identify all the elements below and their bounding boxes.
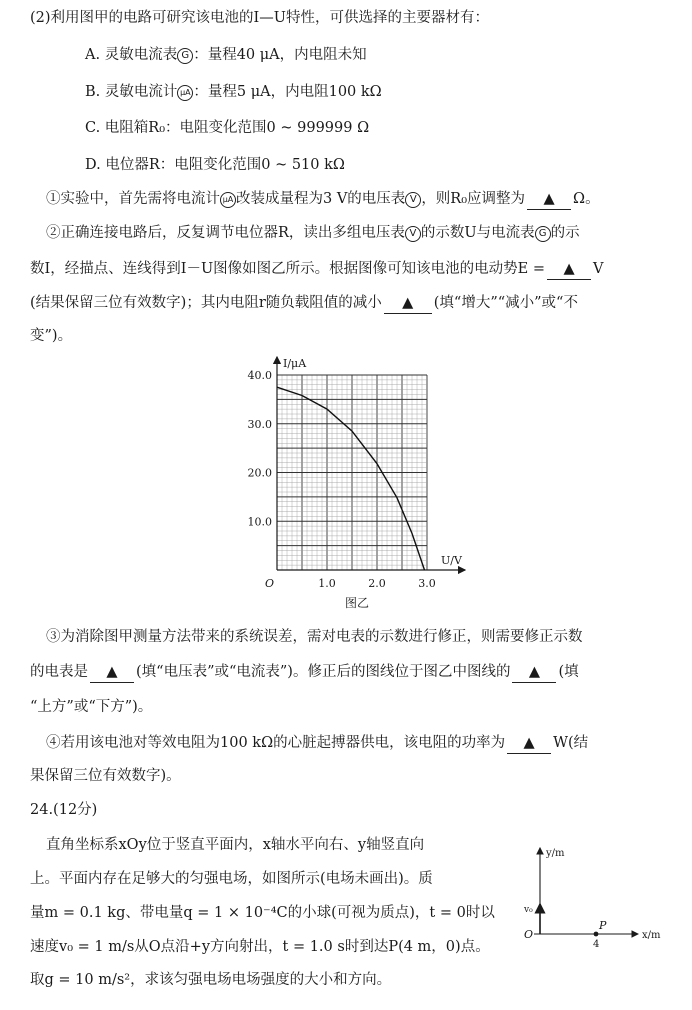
y-tick-label: 30.0 — [247, 417, 272, 431]
voltmeter-icon: V — [405, 226, 421, 242]
y-axis-label: y/m — [546, 848, 565, 859]
option-d: D. 电位器R：电阻变化范围0 ~ 510 kΩ — [85, 157, 345, 173]
galvanometer-g-icon: G — [535, 226, 551, 242]
iu-chart — [0, 355, 692, 620]
chart-axes — [277, 357, 465, 570]
chart-title: 图乙 — [344, 596, 370, 610]
question-4-line-1: ④若用该电池对等效电阻为100 kΩ的心脏起搏器供电，该电阻的功率为 ▲ W(结 — [46, 733, 588, 754]
option-a: A. 灵敏电流表 G ：量程40 μA，内电阻未知 — [85, 47, 367, 63]
v0-label: v₀ — [524, 905, 533, 915]
x-tick-label: 1.0 — [318, 577, 336, 590]
answer-blank: ▲ — [527, 189, 571, 210]
p-label: P — [599, 919, 607, 932]
y-tick-label: 20.0 — [247, 466, 272, 480]
x-tick-label: 2.0 — [368, 577, 386, 590]
q24-line-3: 量m = 0.1 kg、带电量q = 1 × 10⁻⁴C的小球(可视为质点)，t = 0时以 — [30, 905, 495, 921]
q24-header: 24.(12分) — [30, 802, 98, 818]
question-2-line-1: ②正确连接电路后，反复调节电位器R，读出多组电压表 V 的示数U与电流表 G 的示 — [46, 225, 580, 241]
option-c: C. 电阻箱R₀：电阻变化范围0 ~ 999999 Ω — [85, 120, 370, 136]
x-axis-label: U/V — [441, 554, 462, 567]
question-3-line-3: “上方”或“下方”)。 — [30, 699, 153, 715]
answer-blank: ▲ — [547, 259, 591, 280]
x-tick-4: 4 — [593, 939, 600, 950]
question-4-line-2: 果保留三位有效数字)。 — [30, 768, 181, 784]
answer-blank: ▲ — [384, 293, 432, 314]
chart-grid — [277, 375, 427, 570]
question-1: ①实验中，首先需将电流计 μA 改装成量程为3 V的电压表 V ，则R₀应调整为 ▲ Ω。 — [46, 189, 600, 210]
question-3-line-1: ③为消除图甲测量方法带来的系统误差，需对电表的示数进行修正，则需要修正示数 — [46, 629, 583, 645]
answer-blank: ▲ — [512, 662, 556, 683]
q24-line-2: 上。平面内存在足够大的匀强电场，如图所示(电场未画出)。质 — [30, 871, 433, 887]
coordinate-figure — [520, 842, 670, 952]
q24-line-5: 取g = 10 m/s²，求该匀强电场电场强度的大小和方向。 — [30, 972, 392, 988]
option-b: B. 灵敏电流计 μA ：量程5 μA，内电阻100 kΩ — [85, 84, 382, 100]
question-2-line-3: (结果保留三位有效数字)；其内电阻r随负载阻值的减小 ▲ (填“增大”“减小”或“不 — [30, 293, 578, 314]
point-p — [594, 932, 599, 937]
x-axis-label: x/m — [642, 930, 661, 941]
microammeter-icon: μA — [177, 85, 193, 101]
question-2-line-4: 变”)。 — [30, 328, 73, 344]
y-axis-label: I/μA — [283, 357, 307, 370]
question-2-line-2: 数I，经描点、连线得到I－U图像如图乙所示。根据图像可知该电池的电动势E = ▲ V — [30, 259, 604, 280]
galvanometer-g-icon: G — [177, 48, 193, 64]
origin-label: O — [265, 577, 275, 590]
answer-blank: ▲ — [90, 662, 134, 683]
y-tick-label: 40.0 — [247, 369, 272, 382]
q24-line-1: 直角坐标系xOy位于竖直平面内，x轴水平向右、y轴竖直向 — [46, 837, 425, 853]
x-tick-label: 3.0 — [418, 577, 436, 590]
part2-intro: (2)利用图甲的电路可研究该电池的I—U特性，可供选择的主要器材有： — [30, 10, 489, 26]
microammeter-icon: μA — [220, 192, 236, 208]
chart-labels — [248, 357, 463, 610]
voltmeter-icon: V — [405, 192, 421, 208]
q24-line-4: 速度v₀ = 1 m/s从O点沿+y方向射出，t = 1.0 s时到达P(4 m，0)点。 — [30, 939, 490, 955]
answer-blank: ▲ — [507, 733, 551, 754]
origin-label: O — [524, 928, 534, 941]
question-3-line-2: 的电表是 ▲ (填“电压表”或“电流表”)。修正后的图线位于图乙中图线的 ▲ (填 — [30, 662, 579, 683]
y-tick-label: 10.0 — [247, 515, 272, 529]
